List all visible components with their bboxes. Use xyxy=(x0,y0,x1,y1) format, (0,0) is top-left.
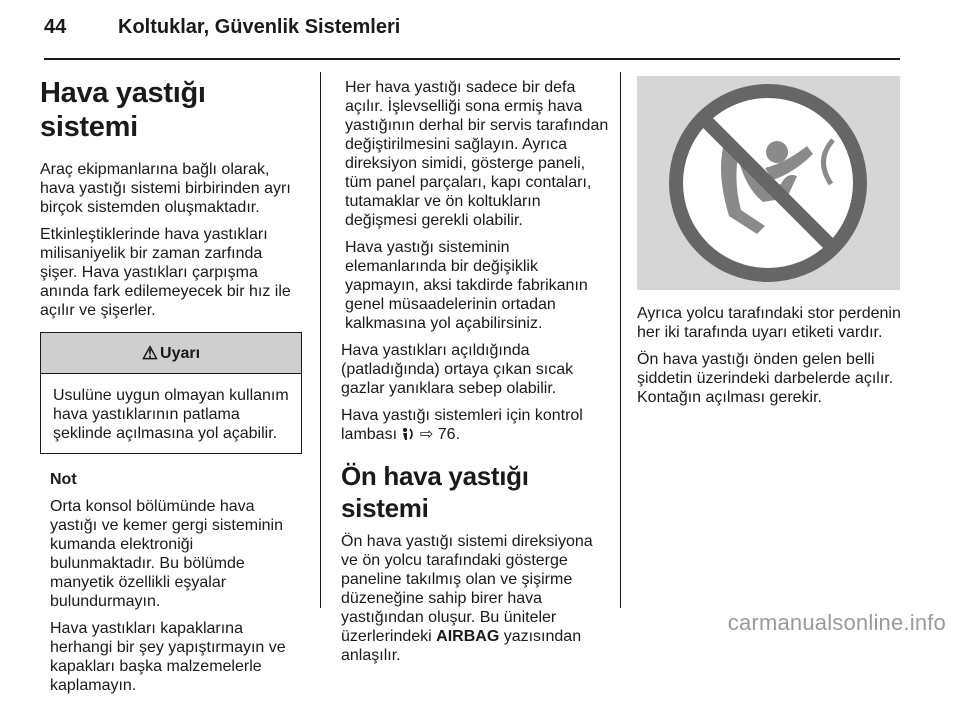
page-header xyxy=(44,16,900,46)
paragraph: Hava yastığı sisteminin elemanlarında bir değişiklik yapmayın, aksi takdirde fabrikanın genel müsaadelerinin ortadan kalkmasına yol açabilirsiniz. xyxy=(345,239,588,332)
section-title-front-airbag: Ön hava yastığı sistemi xyxy=(341,461,529,523)
column-left xyxy=(40,76,302,703)
paragraph: Her hava yastığı sadece bir defa açılır. İşlevselliği sona ermiş hava yastığının derhal bir servis tarafından değiştirilmesini sağlayın. Ayrıca direksiyon simidi, gösterge paneli, tüm panel parçaları, kapı contaları, tutamaklar ve ön koltukların değişmesi gerekli olabilir. xyxy=(345,79,609,229)
paragraph: Etkinleştiklerinde hava yastıkları milisaniyelik bir zaman zarfında şişer. Hava yastıkları çarpışma anında fark edilemeyecek bir hız ile açılır ve şişerler. xyxy=(40,226,291,319)
note-title: Not xyxy=(50,471,77,488)
column-divider xyxy=(620,72,621,608)
chapter-title: Koltuklar, Güvenlik Sistemleri xyxy=(118,16,401,38)
column-middle xyxy=(341,78,611,673)
warning-triangle-icon: ⚠ xyxy=(141,342,159,363)
airbag-label: AIRBAG xyxy=(436,628,500,645)
warning-box xyxy=(40,332,302,454)
column-right xyxy=(637,304,907,415)
paragraph-text: yazısından anlaşılır. xyxy=(341,628,582,664)
note-text: Hava yastıkları kapaklarına herhangi bir şey yapıştırmayın ve kapakları başka malzemelerle kaplamayın. xyxy=(50,620,286,694)
indented-block xyxy=(345,78,611,333)
paragraph-text: Hava yastığı sistemleri için kontrol lambası xyxy=(341,407,583,443)
paragraph: Araç ekipmanlarına bağlı olarak, hava yastığı sistemi birbirinden ayrı birçok sistemden oluşmaktadır. xyxy=(40,161,291,216)
note-text: Orta konsol bölümünde hava yastığı ve kemer gergi sisteminin kumanda elektroniği bulunmaktadır. Bu bölümde manyetik özellikli eşyalar bulundurmayın. xyxy=(50,498,283,610)
watermark: carmanualsonline.info xyxy=(727,610,946,635)
warning-header xyxy=(41,333,301,374)
warning-text: Usulüne uygun olmayan kullanım hava yastıklarının patlama şeklinde açılmasına yol açabilir. xyxy=(53,387,289,442)
paragraph: Ön hava yastığı önden gelen belli şiddetin üzerindeki darbelerde açılır. Kontağın açılması gerekir. xyxy=(637,351,894,406)
header-rule xyxy=(44,58,900,60)
note-block xyxy=(40,470,302,695)
paragraph: Hava yastıkları açıldığında (patladığında) ortaya çıkan sıcak gazlar yanıklara sebep olabilir. xyxy=(341,342,574,397)
paragraph xyxy=(341,532,611,665)
section-title-airbag-system: Hava yastığı sistemi xyxy=(40,77,206,143)
page-reference-arrow-icon: ⇨ xyxy=(419,426,434,443)
column-divider xyxy=(320,72,321,608)
paragraph: Ayrıca yolcu tarafındaki stor perdenin her iki tarafında uyarı etiketi vardır. xyxy=(637,305,901,341)
paragraph-with-reference xyxy=(341,406,611,444)
page-number: 44 xyxy=(44,16,67,38)
airbag-warning-lamp-icon xyxy=(401,427,415,441)
warning-title: Uyarı xyxy=(160,344,201,362)
page-reference[interactable]: 76. xyxy=(433,426,461,443)
paragraph-text: Ön hava yastığı sistemi direksiyona ve ön yolcu tarafındaki gösterge paneline takılmış olan ve şişirme düzeneğine sahip birer hava yastığından oluşur. Bu üniteler üzerlerindeki xyxy=(341,533,593,645)
no-rear-facing-child-seat-icon xyxy=(637,76,900,290)
